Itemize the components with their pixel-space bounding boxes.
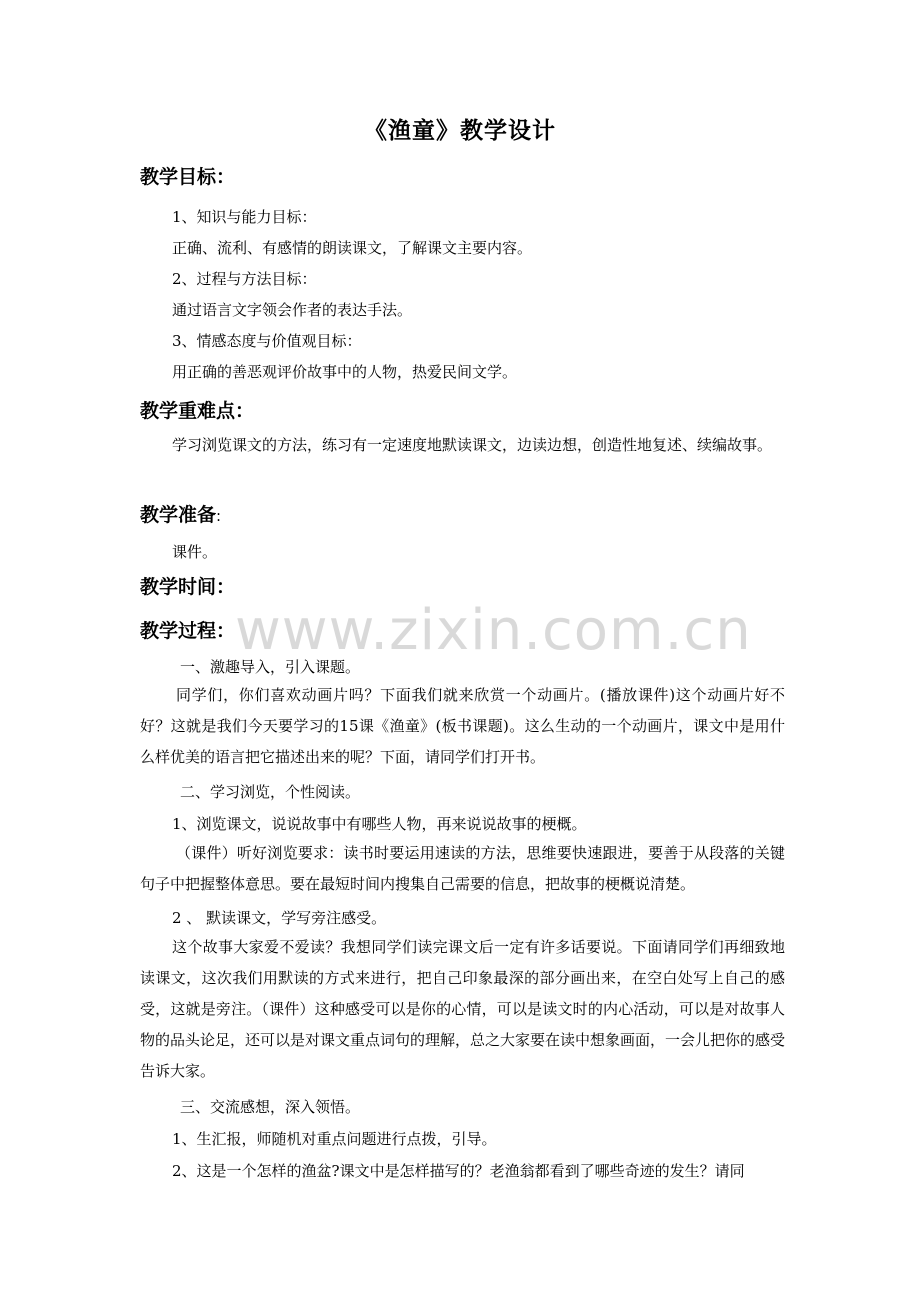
watermark: www.zixin.com.cn [235, 598, 752, 663]
heading-goals: 教学目标： [140, 166, 236, 188]
step2-item2-text: 这个故事大家爱不爱读？我想同学们读完课文后一定有许多话要说。下面请同学们再细致地读课文，这次我们用默读的方式来进行，把自己印象最深的部分画出来，在空白处写上自己的感受，这就是旁注。（课件）这种感受可以是你的心情，可以是读文时的内心活动，可以是对故事人物的品头论足，还可以是对课文重点词句的理解，总之大家要在读中想象画面，一会儿把你的感受告诉大家。 [140, 938, 786, 1080]
goal-item: 用正确的善恶观评价故事中的人物，热爱民间文学。 [172, 363, 518, 381]
step3-item1: 1、生汇报，师随机对重点问题进行点拨，引导。 [172, 1130, 497, 1148]
heading-time: 教学时间： [140, 576, 236, 598]
goal-item: 通过语言文字领会作者的表达手法。 [172, 301, 413, 319]
heading-preparation-label: 教学准备 [140, 504, 217, 526]
step2-item1: 1、浏览课文，说说故事中有哪些人物，再来说说故事的梗概。 [172, 815, 587, 833]
step2-item2: 2 、 默读课文，学写旁注感受。 [172, 909, 387, 927]
document-title: 《渔童》教学设计 [364, 118, 556, 144]
preparation-text: 课件。 [172, 543, 218, 561]
key-points-text: 学习浏览课文的方法，练习有一定速度地默读课文，边读边想，创造性地复述、续编故事。 [172, 436, 773, 454]
heading-key-points: 教学重难点： [140, 400, 255, 422]
step3-item2: 2、这是一个怎样的渔盆?课文中是怎样描写的？老渔翁都看到了哪些奇迹的发生？请同 [172, 1162, 745, 1180]
step1-title: 一、激趣导入，引入课题。 [180, 658, 361, 676]
heading-preparation-colon: : [216, 507, 222, 525]
goal-item: 2、过程与方法目标： [172, 270, 317, 288]
step2-title: 二、学习浏览，个性阅读。 [180, 783, 361, 801]
step2-item1-text: （课件）听好浏览要求：读书时要运用速读的方法，思维要快速跟进，要善于从段落的关键句子中把握整体意思。要在最短时间内搜集自己需要的信息，把故事的梗概说清楚。 [140, 844, 785, 893]
step3-title: 三、交流感想，深入领悟。 [180, 1098, 361, 1116]
heading-preparation [140, 500, 221, 527]
step1-text: 同学们，你们喜欢动画片吗？下面我们就来欣赏一个动画片。(播放课件)这个动画片好不好？这就是我们今天要学习的15课《渔童》(板书课题)。这么生动的一个动画片，课文中是用什么样优美的语言把它描述出来的呢？下面，请同学们打开书。 [140, 686, 785, 766]
goal-item: 正确、流利、有感情的朗读课文，了解课文主要内容。 [172, 239, 533, 257]
goal-item: 3、情感态度与价值观目标： [172, 332, 362, 350]
goal-item: 1、知识与能力目标： [172, 208, 317, 226]
heading-process: 教学过程： [140, 620, 236, 642]
